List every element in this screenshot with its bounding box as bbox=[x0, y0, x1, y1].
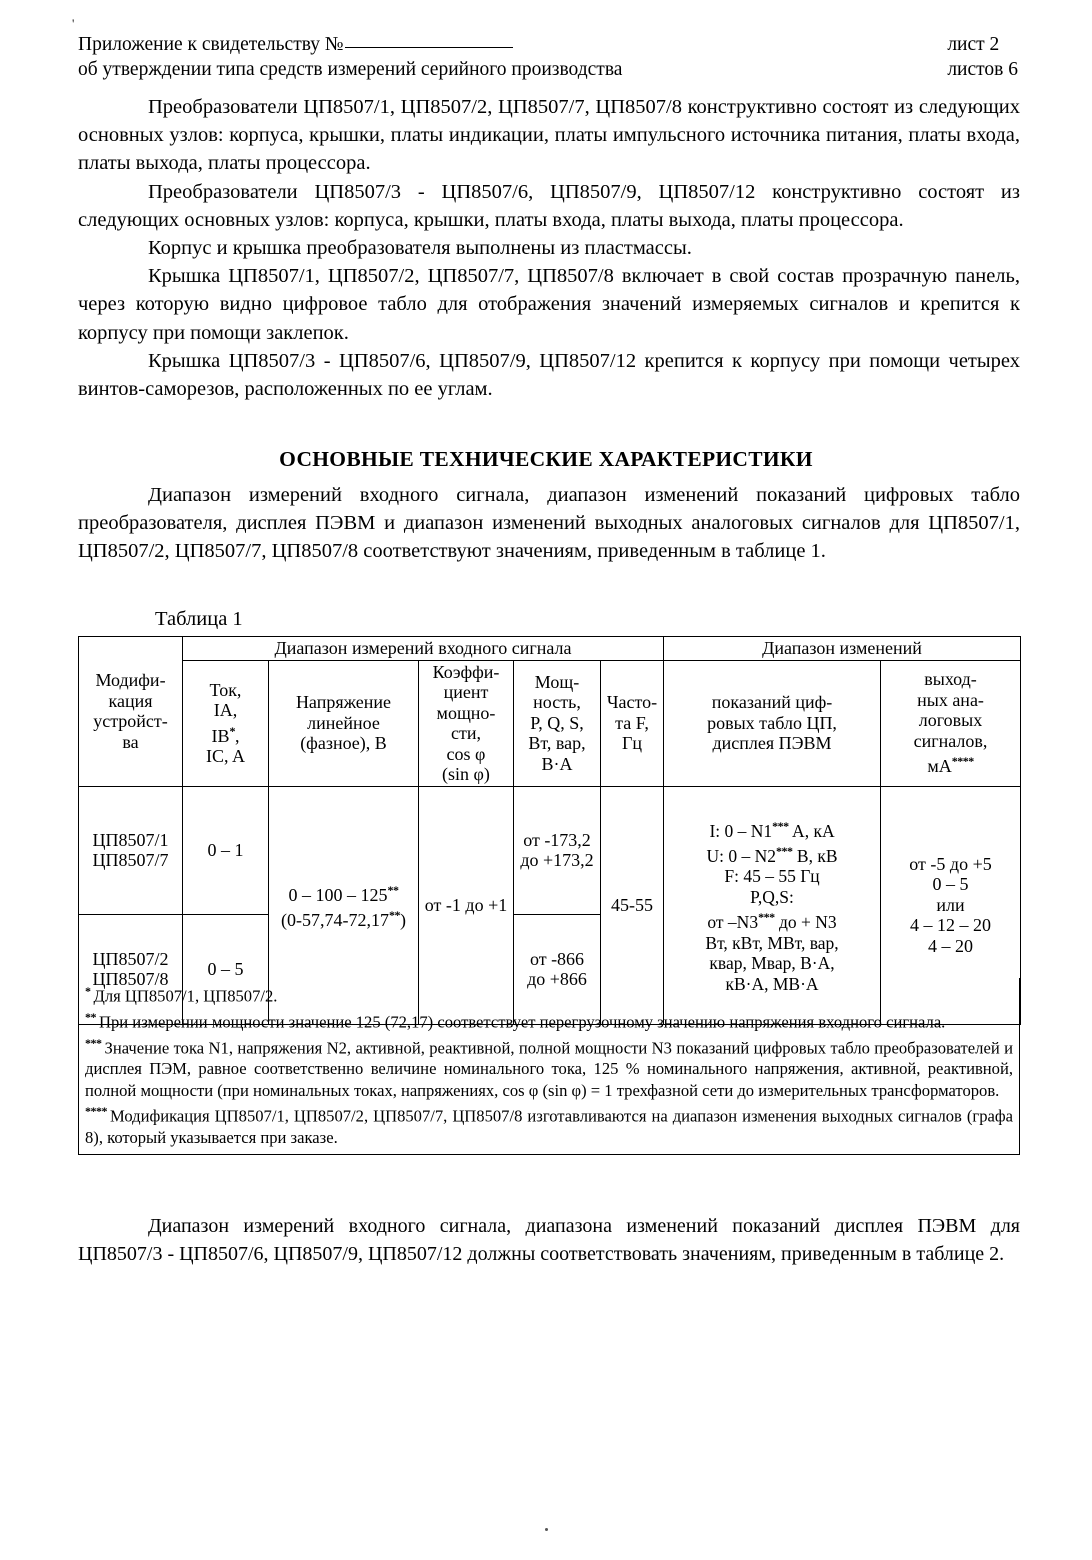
fr-l3: Гц bbox=[621, 733, 643, 754]
current-l1: Ток, bbox=[209, 679, 242, 700]
footnote-4 bbox=[85, 1101, 1013, 1148]
fr-l2: та F, bbox=[615, 712, 649, 733]
pw-l4: Вт, вар, bbox=[528, 733, 586, 754]
ao-val-l4: 4 – 12 – 20 bbox=[910, 915, 992, 936]
col-header-display bbox=[664, 660, 881, 786]
volt-val-l2: (0-57,74-72,17 bbox=[281, 910, 389, 930]
disp-l2b: В, кВ bbox=[792, 845, 838, 866]
header-left bbox=[78, 32, 622, 82]
ds-l2: ровых табло ЦП, bbox=[707, 712, 837, 733]
sheet-number: лист 2 bbox=[947, 34, 1000, 55]
volt-val-l1: 0 – 100 – 125 bbox=[288, 884, 388, 905]
col-header-analog-output bbox=[881, 660, 1021, 786]
footnote-1 bbox=[85, 981, 1013, 1007]
ao-l4: сигналов, bbox=[913, 730, 988, 751]
modification-l2: кация bbox=[108, 690, 153, 711]
pw-l1: Мощ- bbox=[534, 671, 580, 692]
certificate-appendix-label: Приложение к свидетельству № bbox=[78, 34, 344, 55]
col-header-modification bbox=[79, 637, 183, 787]
mod-r2-l2: ЦП8507/8 bbox=[92, 969, 169, 989]
modification-l4: ва bbox=[122, 731, 139, 752]
ao-l5: мА bbox=[927, 756, 952, 777]
footnote-3-mark: *** bbox=[85, 1035, 102, 1050]
table-head bbox=[79, 637, 1021, 787]
disp-l1a: I: 0 – N1 bbox=[709, 820, 773, 841]
disp-l5a: от –N3 bbox=[707, 912, 759, 933]
footnote-2 bbox=[85, 1007, 1013, 1033]
disp-l5b: до + N3 bbox=[774, 912, 837, 933]
pf-l3: мощно- bbox=[436, 702, 496, 723]
disp-l8: кВ·А, МВ·А bbox=[725, 973, 819, 994]
footnote-1-mark: * bbox=[85, 984, 91, 998]
mod-r1-l2: ЦП8507/7 bbox=[92, 850, 169, 870]
group-header-input-range: Диапазон измерений входного сигнала bbox=[183, 637, 664, 661]
closing-block bbox=[78, 1212, 1020, 1268]
footnote-star-1-ref: * bbox=[229, 723, 235, 738]
specifications-table bbox=[78, 636, 1021, 1025]
document-header bbox=[78, 32, 1018, 82]
pow-r1-l2: до +173,2 bbox=[520, 850, 594, 870]
disp-l6: Вт, кВт, МВт, вар, bbox=[705, 932, 839, 953]
current-l2: IA, bbox=[213, 700, 238, 720]
ao-l3: логовых bbox=[918, 710, 983, 731]
pw-l2: ность, bbox=[533, 692, 581, 713]
disp-l4: P,Q,S: bbox=[750, 886, 794, 907]
paragraph-3: Корпус и крышка преобразователя выполнены из пластмассы. bbox=[148, 237, 692, 260]
pow-r2-l1: от -866 bbox=[529, 948, 585, 969]
table-row bbox=[79, 786, 1021, 914]
paragraph-5: Крышка ЦП8507/3 - ЦП8507/6, ЦП8507/9, ЦП8507/12 крепится к корпусу при помощи четырех винтов-саморезов, расположенных по ее углам. bbox=[78, 349, 1020, 401]
pf-l2: циент bbox=[443, 682, 489, 702]
current-comma: , bbox=[235, 725, 240, 746]
disp-l7: квар, Мвар, В·А, bbox=[709, 953, 835, 974]
body-text-block bbox=[78, 93, 1020, 403]
header-right bbox=[947, 32, 1018, 82]
sheets-total: листов 6 bbox=[947, 59, 1018, 80]
paragraph-4: Крышка ЦП8507/1, ЦП8507/2, ЦП8507/7, ЦП8507/8 включает в свой состав прозрачную панель, через которую видно цифровое табло для отображения значений измеряемых сигналов и крепится к корпусу при помощи заклепок. bbox=[78, 265, 1020, 344]
table-footnotes bbox=[78, 978, 1020, 1155]
col-header-power bbox=[514, 660, 601, 786]
stray-mark: ' bbox=[72, 16, 75, 31]
cell-modification-row1 bbox=[79, 786, 183, 914]
footnote-2-mark: ** bbox=[85, 1009, 96, 1024]
group-header-output-range: Диапазон изменений bbox=[664, 637, 1021, 661]
pf-l5: cos φ bbox=[446, 743, 486, 764]
section-title: ОСНОВНЫЕ ТЕХНИЧЕСКИЕ ХАРАКТЕРИСТИКИ bbox=[279, 447, 813, 471]
intro-block bbox=[78, 481, 1020, 566]
ao-val-l3: или bbox=[936, 894, 965, 915]
cell-power-factor-merged: от -1 до +1 bbox=[419, 786, 514, 1024]
pf-l4: сти, bbox=[451, 723, 481, 743]
paragraph-1: Преобразователи ЦП8507/1, ЦП8507/2, ЦП8507/7, ЦП8507/8 конструктивно состоят из следующих основных узлов: корпуса, крышки, платы индикации, платы импульсного источника питания, платы входа, платы выхода, платы процессора. bbox=[78, 96, 1020, 175]
voltage-l3: (фазное), В bbox=[300, 733, 387, 754]
footnote-star-2-ref-b: ** bbox=[388, 908, 400, 922]
mod-r1-l1: ЦП8507/1 bbox=[92, 829, 169, 850]
footnote-1-text: Для ЦП8507/1, ЦП8507/2. bbox=[93, 986, 278, 1006]
col-header-frequency bbox=[601, 660, 664, 786]
fr-l1: Часто- bbox=[606, 692, 658, 713]
pow-r1-l1: от -173,2 bbox=[523, 829, 591, 850]
footnote-star-3-ref-b: *** bbox=[776, 844, 793, 859]
footnote-2-text: При измерении мощности значение 125 (72,17) соответствует перегрузочному значению напряжения входного сигнала. bbox=[99, 1012, 946, 1032]
ao-val-l1: от -5 до +5 bbox=[909, 853, 992, 874]
volt-val-l2-close: ) bbox=[399, 910, 406, 930]
pow-r2-l2: до +866 bbox=[527, 969, 587, 989]
modification-l1: Модифи- bbox=[95, 670, 166, 691]
modification-l3: устройст- bbox=[93, 711, 168, 732]
disp-l2a: U: 0 – N2 bbox=[706, 845, 777, 866]
certificate-subtitle: об утверждении типа средств измерений серийного производства bbox=[78, 59, 623, 80]
footnote-star-3-ref-a: *** bbox=[772, 818, 789, 833]
current-l3: IB bbox=[211, 725, 230, 746]
disp-l3: F: 45 – 55 Гц bbox=[724, 866, 820, 887]
pw-l5: В·А bbox=[541, 753, 573, 774]
col-header-power-factor bbox=[419, 660, 514, 786]
col-header-current bbox=[183, 660, 269, 786]
pf-l1: Коэффи- bbox=[432, 661, 500, 682]
cell-frequency-merged: 45-55 bbox=[601, 786, 664, 1024]
col-header-voltage bbox=[269, 660, 419, 786]
paragraph-2: Преобразователи ЦП8507/3 - ЦП8507/6, ЦП8507/9, ЦП8507/12 конструктивно состоят из следующих основных узлов: корпуса, крышки, платы входа, платы выхода, платы процессора. bbox=[78, 180, 1020, 231]
intro-paragraph: Диапазон измерений входного сигнала, диапазон изменений показаний цифровых табло преобразователя, дисплея ПЭВМ и диапазон изменений выходных аналоговых сигналов для ЦП8507/1, ЦП8507/2, ЦП8507/7, ЦП8507/8 соответствуют значениям, приведенным в таблице 1. bbox=[78, 484, 1020, 563]
ao-val-l5: 4 – 20 bbox=[928, 935, 974, 956]
footnote-star-4-ref: **** bbox=[951, 754, 974, 769]
column-header-row bbox=[79, 660, 1021, 786]
cell-current-row2: 0 – 5 bbox=[183, 914, 269, 1024]
ao-l1: выход- bbox=[924, 669, 977, 690]
mod-r2-l1: ЦП8507/2 bbox=[92, 948, 169, 969]
cell-power-row1 bbox=[514, 786, 601, 914]
current-l4: IC, A bbox=[205, 746, 245, 766]
footnote-3-text: Значение тока N1, напряжения N2, активной, реактивной, полной мощности N3 показаний цифровых табло преобразователей и дисплея ПЭМ, равное соответственно величине номинального тока, 125 % номинального напряжения, активной, реактивной, полной мощности (при номинальных токах, напряжениях, cos φ (sin φ) = 1 трехфазной сети до измерительных трансформаторов. bbox=[85, 1038, 1013, 1100]
footnote-4-mark: **** bbox=[85, 1104, 107, 1119]
table-1-wrapper bbox=[78, 636, 1020, 1025]
cell-current-row1: 0 – 1 bbox=[183, 786, 269, 914]
certificate-appendix-line bbox=[78, 32, 622, 57]
ao-val-l2: 0 – 5 bbox=[932, 874, 969, 895]
footnote-4-text: Модификация ЦП8507/1, ЦП8507/2, ЦП8507/7, ЦП8507/8 изготавливаются на диапазон изменения выходных сигналов (графа 8), который указывается при заказе. bbox=[85, 1106, 1013, 1147]
table-caption: Таблица 1 bbox=[155, 608, 243, 630]
ds-l3: дисплея ПЭВМ bbox=[712, 733, 832, 754]
certificate-number-blank bbox=[345, 47, 513, 48]
disp-l1b: A, кА bbox=[788, 820, 835, 841]
page-footer-mark bbox=[545, 1528, 548, 1531]
footnote-star-2-ref-a: ** bbox=[387, 882, 399, 897]
ao-l2: ных ана- bbox=[917, 689, 984, 710]
voltage-l2: линейное bbox=[307, 712, 380, 733]
pw-l3: P, Q, S, bbox=[530, 712, 584, 733]
footnote-star-3-ref-c: *** bbox=[758, 910, 775, 925]
voltage-l1: Напряжение bbox=[295, 692, 392, 713]
closing-paragraph: Диапазон измерений входного сигнала, диапазона изменений показаний дисплея ПЭВМ для ЦП8507/3 - ЦП8507/6, ЦП8507/9, ЦП8507/12 должны соответствовать значениям, приведенным в таблице 2. bbox=[78, 1215, 1020, 1265]
ds-l1: показаний циф- bbox=[711, 692, 833, 713]
pf-l6: (sin φ) bbox=[442, 764, 490, 784]
footnote-3 bbox=[85, 1033, 1013, 1101]
group-header-row bbox=[79, 637, 1021, 661]
